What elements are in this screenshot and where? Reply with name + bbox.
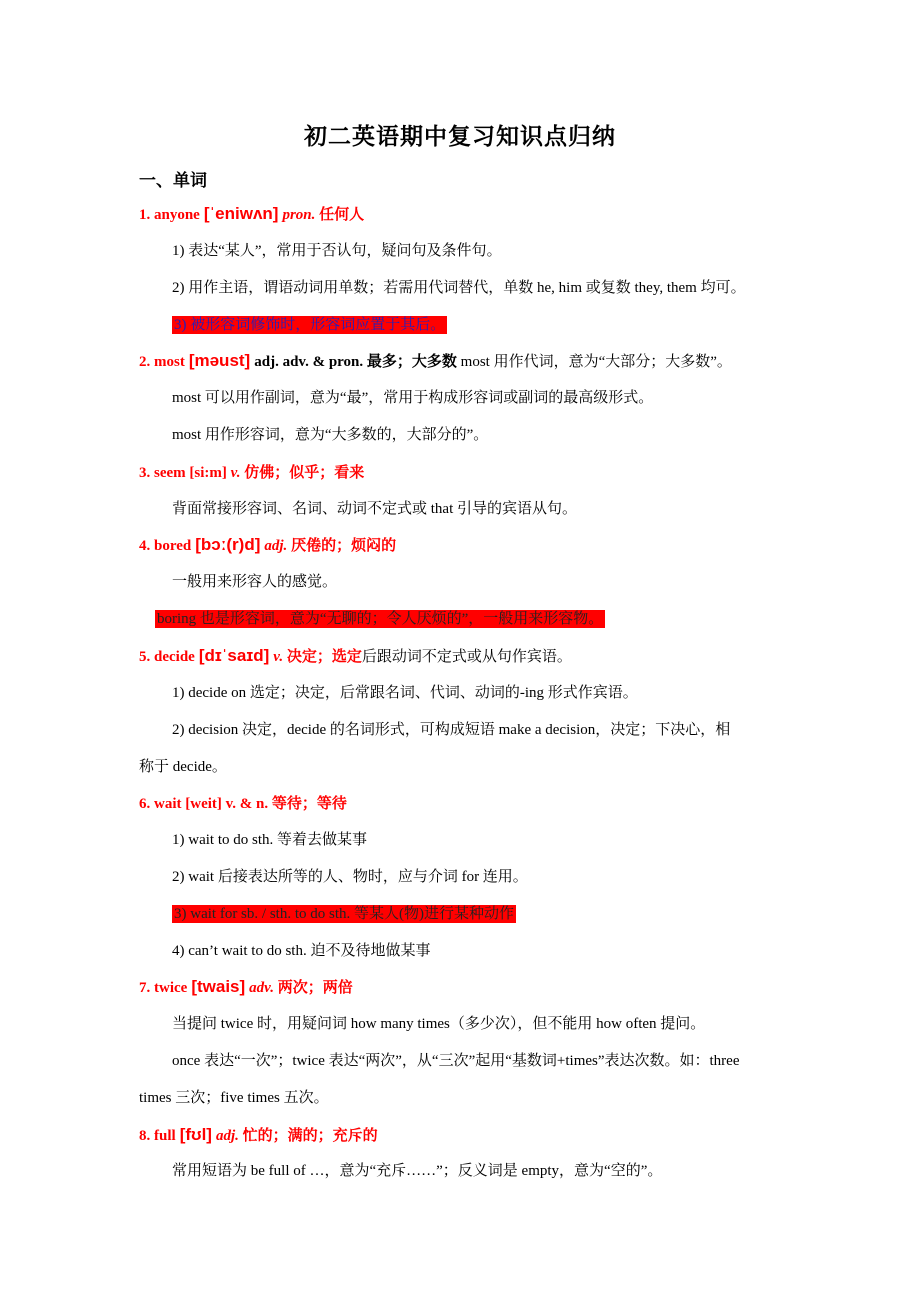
- entry-heading-wait: 6. wait [weit] v. & n. 等待；等待: [139, 794, 347, 812]
- entry-heading-most: 2. most [məust] adj. adv. & pron. 最多；大多数 most 用作代词，意为“大部分；大多数”。: [139, 351, 732, 370]
- entry-heading-full: 8. full [fʊl] adj. 忙的；满的；充斥的: [139, 1125, 378, 1144]
- note-line: 1) 表达“某人”，常用于否认句，疑问句及条件句。: [172, 243, 502, 259]
- note-line: most 可以用作副词，意为“最”，常用于构成形容词或副词的最高级形式。: [172, 390, 654, 406]
- page-title: 初二英语期中复习知识点归纳: [304, 124, 616, 150]
- note-line: 2) wait 后接表达所等的人、物时，应与介词 for 连用。: [172, 869, 528, 885]
- note-line: 2) 用作主语，谓语动词用单数；若需用代词替代，单数 he, him 或复数 they, them 均可。: [172, 280, 746, 296]
- note-line: 当提问 twice 时，用疑问词 how many times（多少次），但不能用 how often 提问。: [172, 1016, 706, 1032]
- note-line: 称于 decide。: [139, 759, 227, 775]
- note-line: 2) decision 决定，decide 的名词形式，可构成短语 make a decision，决定；下决心，相: [172, 722, 731, 738]
- highlighted-note: 3) 被形容词修饰时，形容词应置于其后。: [174, 317, 446, 333]
- note-line: 1) decide on 选定；决定，后常跟名词、代词、动词的-ing 形式作宾语。: [172, 685, 638, 701]
- entry-heading-seem: 3. seem [si:m] v. 仿佛；似乎；看来: [139, 463, 365, 481]
- note-line: once 表达“一次”；twice 表达“两次”，从“三次”起用“基数词+times”表达次数。如：three: [172, 1053, 740, 1069]
- note-line: 1) wait to do sth. 等着去做某事: [172, 832, 367, 848]
- entry-heading-anyone: 1. anyone [ˈeniwʌn] pron. 任何人: [139, 204, 365, 223]
- section-heading: 一、单词: [139, 171, 207, 191]
- entry-heading-bored: 4. bored [bɔː(r)d] adj. 厌倦的；烦闷的: [139, 535, 397, 554]
- note-line: most 用作形容词，意为“大多数的，大部分的”。: [172, 427, 489, 443]
- note-line: times 三次；five times 五次。: [139, 1090, 329, 1106]
- highlighted-note: boring 也是形容词，意为“无聊的；令人厌烦的”，一般用来形容物。: [157, 611, 604, 627]
- note-line: 常用短语为 be full of …，意为“充斥……”；反义词是 empty，意为“空的”。: [172, 1163, 663, 1179]
- note-line: 一般用来形容人的感觉。: [172, 574, 338, 590]
- note-line: 4) can’t wait to do sth. 迫不及待地做某事: [172, 943, 431, 959]
- entry-heading-decide: 5. decide [dɪˈsaɪd] v. 决定；选定后跟动词不定式或从句作宾语。: [139, 646, 572, 665]
- entry-heading-twice: 7. twice [twais] adv. 两次；两倍: [139, 977, 353, 996]
- highlighted-note: 3) wait for sb. / sth. to do sth. 等某人(物)进行某种动作: [174, 906, 514, 922]
- note-line: 背面常接形容词、名词、动词不定式或 that 引导的宾语从句。: [172, 501, 577, 517]
